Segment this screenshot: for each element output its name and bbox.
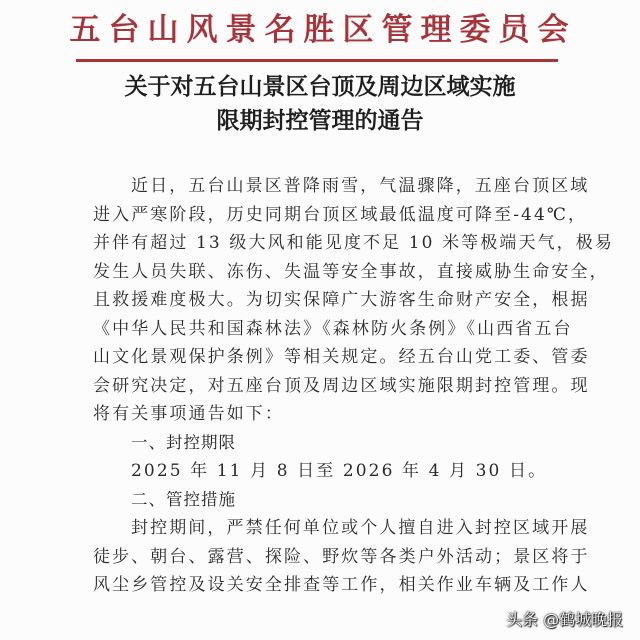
control-measures-line: 徒步、朝台、露营、探险、野炊等各类户外活动；景区将于 — [93, 546, 590, 567]
title-line-1: 关于对五台山景区台顶及周边区域实施 — [124, 73, 516, 100]
red-divider-rule — [76, 59, 558, 62]
intro-line: 且救援难度极大。为切实保障广大游客生命财产安全，根据 — [93, 290, 590, 310]
document-title — [0, 70, 640, 138]
intro-line: 将有关事项通告如下： — [93, 404, 284, 424]
control-measures-line: 风尘乡管控及设关安全排查等工作，相关作业车辆及工作人 — [93, 575, 590, 595]
source-watermark: 头条 @鹤城晚报 — [506, 610, 624, 629]
closure-period-dates: 2025 年 11 月 8 日至 2026 年 4 月 30 日。 — [131, 461, 548, 481]
section-heading-closure-period: 一、封控期限 — [131, 432, 236, 452]
organization-header: 五台山风景名胜区管理委员会 — [69, 12, 577, 48]
intro-line: 会研究决定，对五座台顶及周边区域实施限期封控管理。现 — [93, 375, 590, 396]
intro-line: 山文化景观保护条例》等相关规定。经五台山党工委、管委 — [93, 347, 590, 367]
intro-line: 《中华人民共和国森林法》《森林防火条例》《山西省五台 — [93, 318, 573, 339]
intro-line: 近日，五台山景区普降雨雪，气温骤降，五座台顶区域 — [131, 176, 590, 196]
document-body — [93, 172, 614, 600]
title-line-2: 限期封控管理的通告 — [216, 107, 424, 134]
control-measures-line: 封控期间，严禁任何单位或个人擅自进入封控区域开展 — [131, 518, 590, 538]
intro-line: 进入严寒阶段，历史同期台顶区域最低温度可降至-44℃， — [93, 204, 588, 225]
intro-line: 并伴有超过 13 级大风和能见度不足 10 米等极端天气，极易 — [93, 233, 614, 253]
section-heading-control-measures: 二、管控措施 — [131, 489, 236, 509]
intro-line: 发生人员失联、冻伤、失温等安全事故，直接威胁生命安全， — [93, 261, 609, 282]
